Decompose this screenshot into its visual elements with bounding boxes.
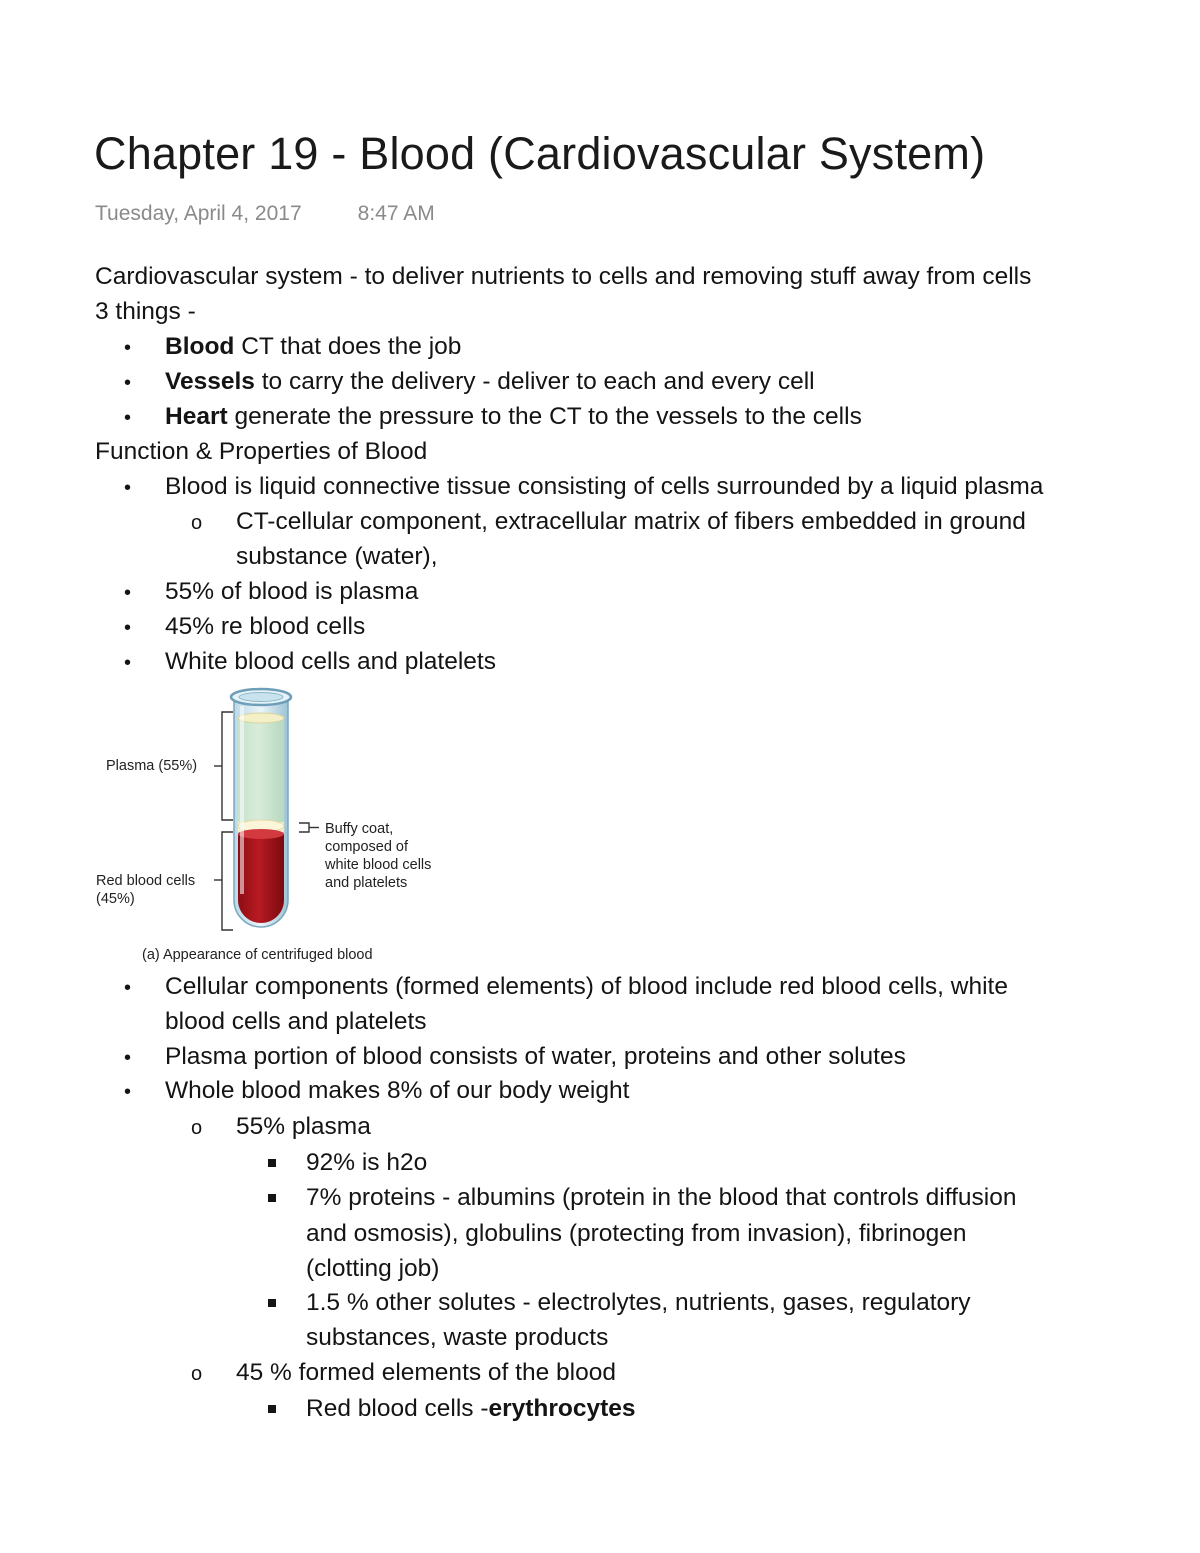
bullet-dot: • bbox=[124, 337, 132, 359]
list-item-continued: and osmosis), globulins (protecting from invasion), fibrinogen bbox=[306, 1220, 967, 1247]
list-item: 7% proteins - albumins (protein in the blood that controls diffusion bbox=[306, 1184, 1017, 1211]
list-item: Cellular components (formed elements) of blood include red blood cells, white bbox=[165, 973, 1008, 1000]
section-heading: Function & Properties of Blood bbox=[95, 438, 428, 465]
bullet-dot: • bbox=[124, 617, 132, 639]
list-item-continued: (clotting job) bbox=[306, 1255, 440, 1282]
list-item: Whole blood makes 8% of our body weight bbox=[165, 1077, 630, 1104]
plasma-bracket bbox=[222, 712, 233, 820]
red-cells-label: Red blood cells bbox=[96, 873, 196, 889]
list-item: 55% of blood is plasma bbox=[165, 578, 419, 605]
bullet-square bbox=[268, 1299, 276, 1307]
list-item-continued: substance (water), bbox=[236, 543, 438, 570]
page-title: Chapter 19 - Blood (Cardiovascular System) bbox=[94, 128, 986, 179]
buffy-coat-label: white blood cells bbox=[325, 857, 432, 873]
three-things-line: 3 things - bbox=[95, 298, 196, 325]
list-item: Blood CT that does the job bbox=[165, 333, 462, 360]
bullet-dot: • bbox=[124, 977, 132, 999]
centrifuged-blood-figure bbox=[90, 684, 460, 974]
bullet-square bbox=[268, 1159, 276, 1167]
list-item-continued: substances, waste products bbox=[306, 1324, 609, 1351]
red-cells-bracket bbox=[222, 832, 233, 930]
red-cell-layer bbox=[238, 834, 284, 923]
list-item: Vessels to carry the delivery - deliver to each and every cell bbox=[165, 368, 815, 395]
list-item: 1.5 % other solutes - electrolytes, nutrients, gases, regulatory bbox=[306, 1289, 971, 1316]
red-cells-percent: (45%) bbox=[96, 891, 135, 907]
list-item: White blood cells and platelets bbox=[165, 648, 496, 675]
buffy-coat-label: Buffy coat, bbox=[325, 821, 394, 837]
list-item: 55% plasma bbox=[236, 1113, 371, 1140]
bullet-dot: • bbox=[124, 582, 132, 604]
buffy-coat-label: composed of bbox=[325, 839, 409, 855]
buffy-coat-label: and platelets bbox=[325, 875, 408, 891]
intro-line: Cardiovascular system - to deliver nutrients to cells and removing stuff away from cells bbox=[95, 263, 1032, 290]
plasma-label: Plasma (55%) bbox=[106, 758, 198, 774]
list-item: Heart generate the pressure to the CT to the vessels to the cells bbox=[165, 403, 862, 430]
time-text: 8:47 AM bbox=[357, 202, 435, 225]
list-item: Blood is liquid connective tissue consisting of cells surrounded by a liquid plasma bbox=[165, 473, 1044, 500]
bullet-circle: o bbox=[191, 512, 203, 534]
list-item-continued: blood cells and platelets bbox=[165, 1008, 427, 1035]
red-cell-surface bbox=[238, 829, 284, 839]
bullet-dot: • bbox=[124, 477, 132, 499]
list-item: 92% is h2o bbox=[306, 1149, 428, 1176]
bullet-circle: o bbox=[191, 1363, 203, 1385]
bullet-square bbox=[268, 1194, 276, 1202]
bullet-circle: o bbox=[191, 1117, 203, 1139]
list-item: CT-cellular component, extracellular matrix of fibers embedded in ground bbox=[236, 508, 1026, 535]
plasma-surface bbox=[238, 713, 284, 723]
date-text: Tuesday, April 4, 2017 bbox=[95, 202, 302, 225]
bullet-dot: • bbox=[124, 372, 132, 394]
list-item: 45% re blood cells bbox=[165, 613, 366, 640]
figure-caption: (a) Appearance of centrifuged blood bbox=[142, 947, 373, 963]
bullet-dot: • bbox=[124, 407, 132, 429]
timestamp bbox=[95, 202, 435, 226]
bullet-square bbox=[268, 1405, 276, 1413]
buffy-coat-bracket bbox=[299, 823, 309, 832]
list-item: Red blood cells -erythrocytes bbox=[306, 1395, 636, 1422]
bullet-dot: • bbox=[124, 652, 132, 674]
list-item: 45 % formed elements of the blood bbox=[236, 1359, 616, 1386]
test-tube-illustration bbox=[90, 684, 460, 974]
list-item: Plasma portion of blood consists of water, proteins and other solutes bbox=[165, 1043, 906, 1070]
plasma-layer bbox=[238, 718, 284, 826]
bullet-dot: • bbox=[124, 1081, 132, 1103]
bullet-dot: • bbox=[124, 1047, 132, 1069]
